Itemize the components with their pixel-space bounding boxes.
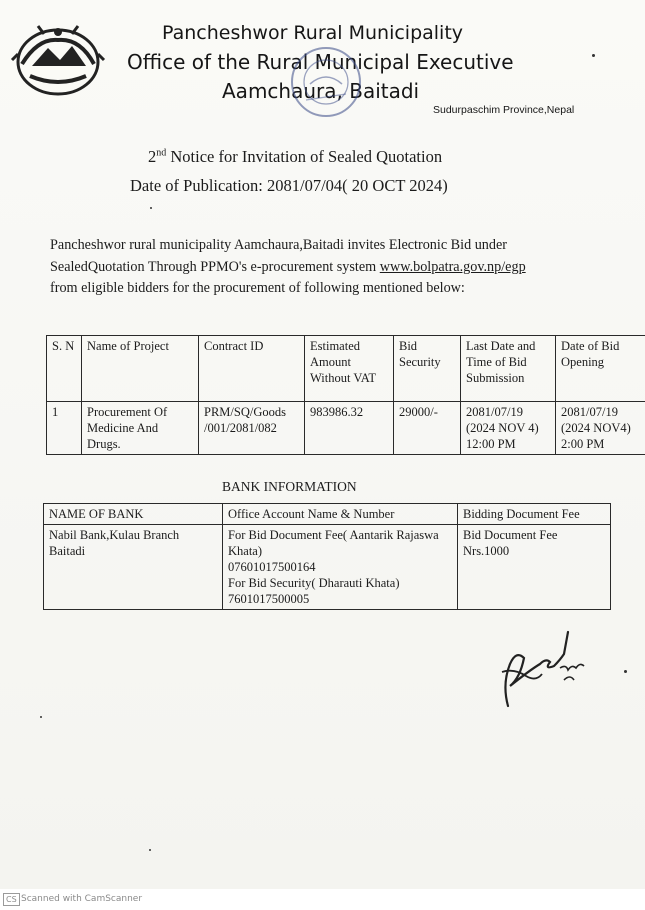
egp-portal-link[interactable]: www.bolpatra.gov.np/egp (379, 259, 526, 275)
account-line: For Bid Document Fee( Aantarik Rajaswa Khata) (228, 528, 439, 558)
camscanner-footer (0, 889, 645, 910)
header-sn: S. N (47, 336, 82, 402)
cell-account-details (223, 525, 458, 610)
office-name: Office of the Rural Municipal Executive (127, 50, 514, 74)
table-header-row (44, 504, 611, 525)
scan-speck (592, 54, 595, 57)
cell-sn: 1 (47, 402, 82, 455)
office-location: Aamchaura, Baitadi (222, 79, 420, 103)
municipality-name: Pancheshwor Rural Municipality (162, 22, 464, 44)
scan-speck (149, 849, 151, 851)
table-row (44, 525, 611, 610)
account-line: For Bid Security( Dharauti Khata) (228, 576, 400, 590)
office-seal-stamp-icon (288, 44, 364, 120)
scan-speck (624, 670, 627, 673)
scan-speck (150, 207, 152, 209)
cell-project: Procurement Of Medicine And Drugs. (82, 402, 199, 455)
header-opening-date: Date of Bid Opening (556, 336, 645, 402)
header-project: Name of Project (82, 336, 199, 402)
publication-date: Date of Publication: 2081/07/04( 20 OCT 2024) (130, 176, 448, 195)
cell-opening-date: 2081/07/19 (2024 NOV4) 2:00 PM (556, 402, 645, 455)
notice-title: 2nd Notice for Invitation of Sealed Quotation (148, 147, 443, 166)
header-bid-security: Bid Security (394, 336, 461, 402)
municipality-logo-icon (8, 18, 108, 100)
fee-line: Bid Document Fee (463, 528, 558, 542)
table-header-row (47, 336, 645, 402)
header-last-date: Last Date and Time of Bid Submission (461, 336, 556, 402)
notice-body-line: Pancheshwor rural municipality Aamchaura,Baitadi invites Electronic Bid under (50, 237, 508, 253)
cell-document-fee (458, 525, 611, 610)
cell-last-date: 2081/07/19 (2024 NOV 4) 12:00 PM (461, 402, 556, 455)
bank-info-heading: BANK INFORMATION (222, 479, 357, 494)
camscanner-badge-icon: CS (3, 893, 20, 906)
cell-bank-name: Nabil Bank,Kulau Branch Baitadi (44, 525, 223, 610)
table-row (47, 402, 645, 455)
cell-estimated-amount: 983986.32 (305, 402, 394, 455)
cell-bid-security: 29000/- (394, 402, 461, 455)
header-account: Office Account Name & Number (223, 504, 458, 525)
camscanner-text: Scanned with CamScanner (21, 894, 143, 904)
cell-contract-id: PRM/SQ/Goods /001/2081/082 (199, 402, 305, 455)
notice-body-line: SealedQuotation Through PPMO's e-procurement system www.bolpatra.gov.np/egp (50, 259, 526, 275)
header-bank-name: NAME OF BANK (44, 504, 223, 525)
scan-speck (40, 716, 42, 718)
province-label: Sudurpaschim Province,Nepal (433, 104, 575, 116)
bid-details-table (46, 335, 645, 455)
bank-info-table (43, 503, 611, 610)
header-document-fee: Bidding Document Fee (458, 504, 611, 525)
account-line: 07601017500164 (228, 560, 316, 574)
notice-body-line: from eligible bidders for the procurement of following mentioned below: (50, 280, 465, 296)
account-line: 7601017500005 (228, 592, 310, 606)
fee-line: Nrs.1000 (463, 544, 510, 558)
handwritten-signature-icon (480, 624, 590, 714)
header-estimated-amount: Estimated Amount Without VAT (305, 336, 394, 402)
header-contract-id: Contract ID (199, 336, 305, 402)
